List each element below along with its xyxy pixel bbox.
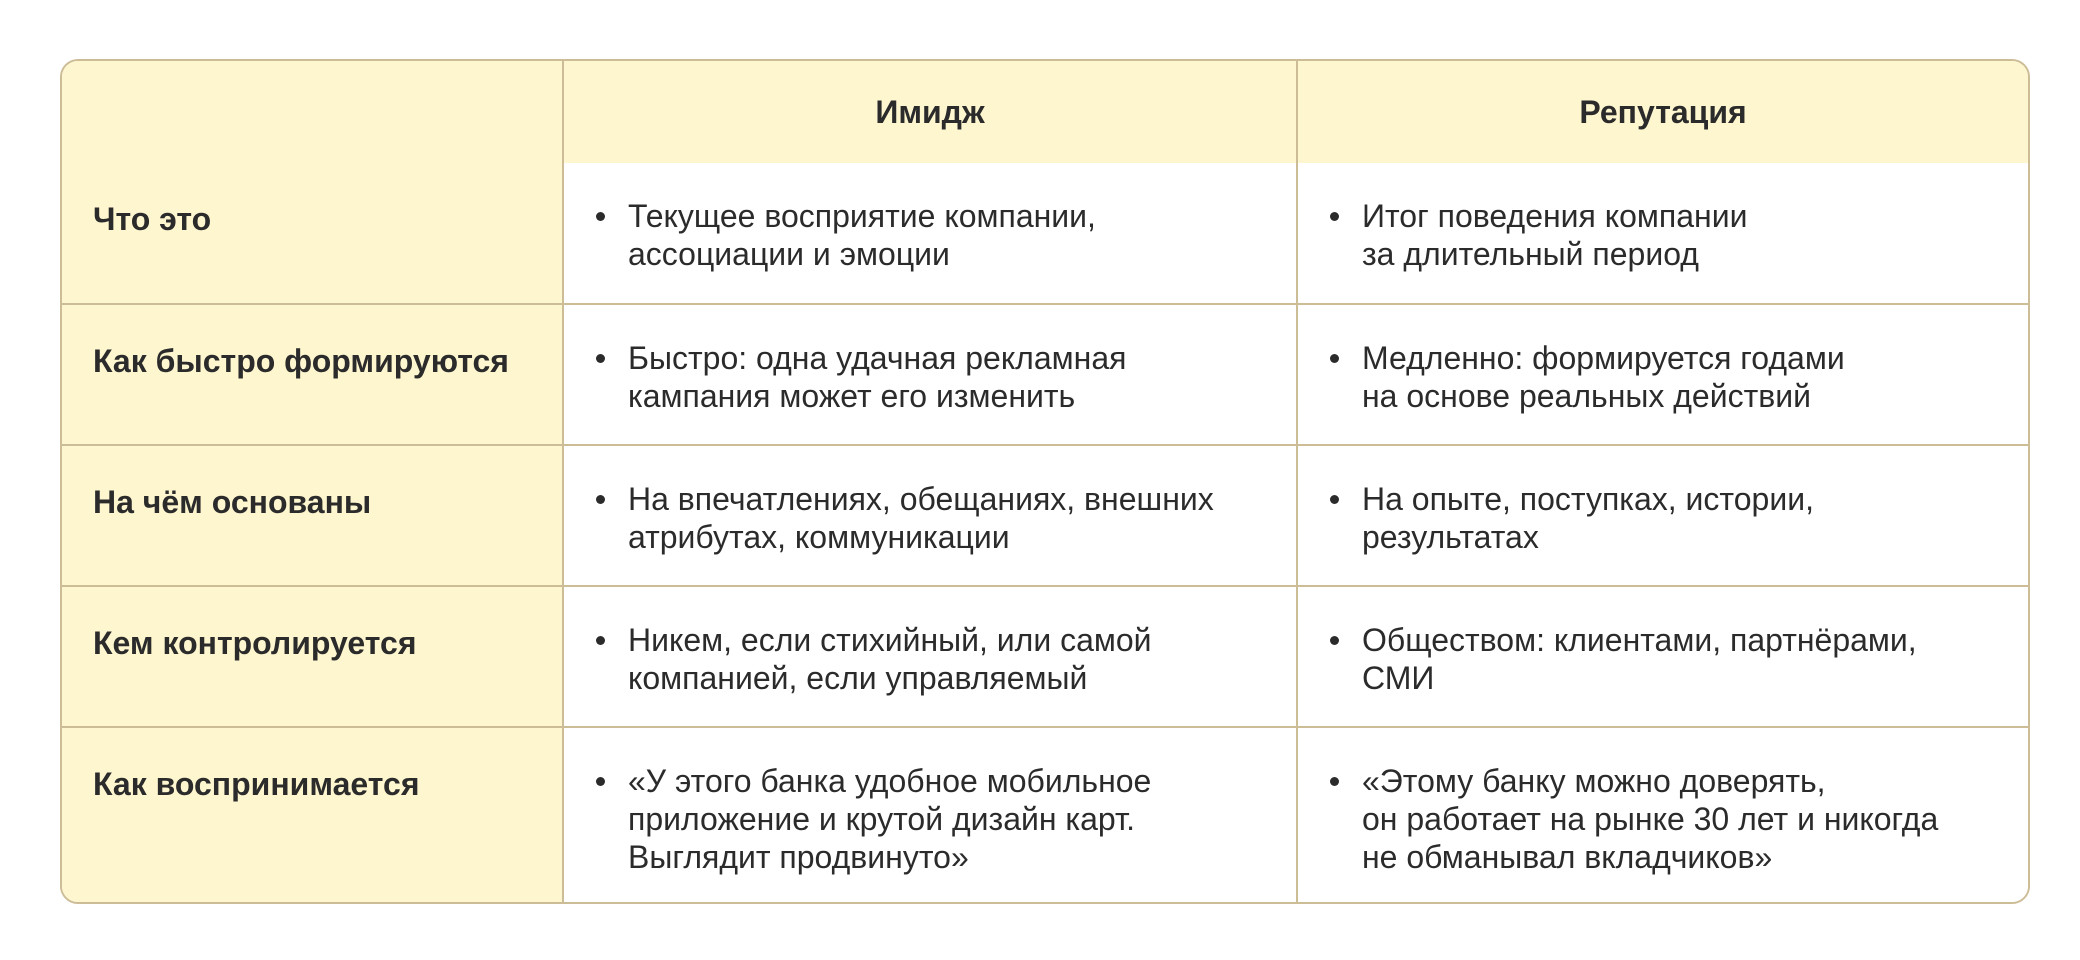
image-cell bbox=[563, 586, 1297, 727]
table-row bbox=[62, 304, 2028, 445]
reputation-text: «Этому банку можно доверять, он работает на рынке 30 лет и никогда не обманывал вкладчиков» bbox=[1362, 763, 1939, 875]
image-text: Быстро: одна удачная рекламная кампания может его изменить bbox=[628, 340, 1127, 414]
reputation-cell bbox=[1297, 727, 2028, 902]
reputation-text: Обществом: клиентами, партнёрами, СМИ bbox=[1362, 622, 1917, 696]
row-label: Как воспринимается bbox=[62, 727, 563, 902]
reputation-cell bbox=[1297, 586, 2028, 727]
reputation-cell bbox=[1297, 163, 2028, 304]
list-item bbox=[594, 621, 1276, 697]
table-row bbox=[62, 727, 2028, 902]
reputation-cell bbox=[1297, 445, 2028, 586]
list-item bbox=[1328, 339, 2008, 415]
comparison-table bbox=[62, 61, 2028, 902]
header-corner-cell bbox=[62, 61, 563, 163]
list-item bbox=[1328, 197, 2008, 273]
bullet-icon bbox=[1330, 636, 1339, 645]
bullet-icon bbox=[1330, 495, 1339, 504]
bullet-icon bbox=[596, 495, 605, 504]
reputation-text: Медленно: формируется годами на основе реальных действий bbox=[1362, 340, 1845, 414]
image-text: «У этого банка удобное мобильное приложение и крутой дизайн карт. Выглядит продвинуто» bbox=[628, 763, 1152, 875]
table-row bbox=[62, 586, 2028, 727]
table-row bbox=[62, 445, 2028, 586]
bullet-icon bbox=[596, 354, 605, 363]
list-item bbox=[594, 480, 1276, 556]
row-label: Кем контролируется bbox=[62, 586, 563, 727]
image-text: Текущее восприятие компании, ассоциации и эмоции bbox=[628, 198, 1096, 272]
list-item bbox=[594, 762, 1276, 876]
list-item bbox=[1328, 480, 2008, 556]
row-label: Как быстро формируются bbox=[62, 304, 563, 445]
bullet-icon bbox=[1330, 212, 1339, 221]
image-text: Никем, если стихийный, или самой компанией, если управляемый bbox=[628, 622, 1152, 696]
image-text: На впечатлениях, обещаниях, внешних атрибутах, коммуникации bbox=[628, 481, 1214, 555]
list-item bbox=[594, 339, 1276, 415]
bullet-icon bbox=[596, 777, 605, 786]
bullet-icon bbox=[596, 636, 605, 645]
comparison-table-container bbox=[60, 59, 2030, 904]
header-image: Имидж bbox=[563, 61, 1297, 163]
row-label: Что это bbox=[62, 163, 563, 304]
image-cell bbox=[563, 304, 1297, 445]
reputation-text: На опыте, поступках, истории, результатах bbox=[1362, 481, 1814, 555]
bullet-icon bbox=[1330, 777, 1339, 786]
bullet-icon bbox=[596, 212, 605, 221]
image-cell bbox=[563, 727, 1297, 902]
bullet-icon bbox=[1330, 354, 1339, 363]
reputation-text: Итог поведения компании за длительный период bbox=[1362, 198, 1748, 272]
row-label: На чём основаны bbox=[62, 445, 563, 586]
image-cell bbox=[563, 445, 1297, 586]
header-reputation: Репутация bbox=[1297, 61, 2028, 163]
list-item bbox=[1328, 762, 2008, 876]
image-cell bbox=[563, 163, 1297, 304]
table-row bbox=[62, 163, 2028, 304]
list-item bbox=[1328, 621, 2008, 697]
table-header-row bbox=[62, 61, 2028, 163]
list-item bbox=[594, 197, 1276, 273]
reputation-cell bbox=[1297, 304, 2028, 445]
